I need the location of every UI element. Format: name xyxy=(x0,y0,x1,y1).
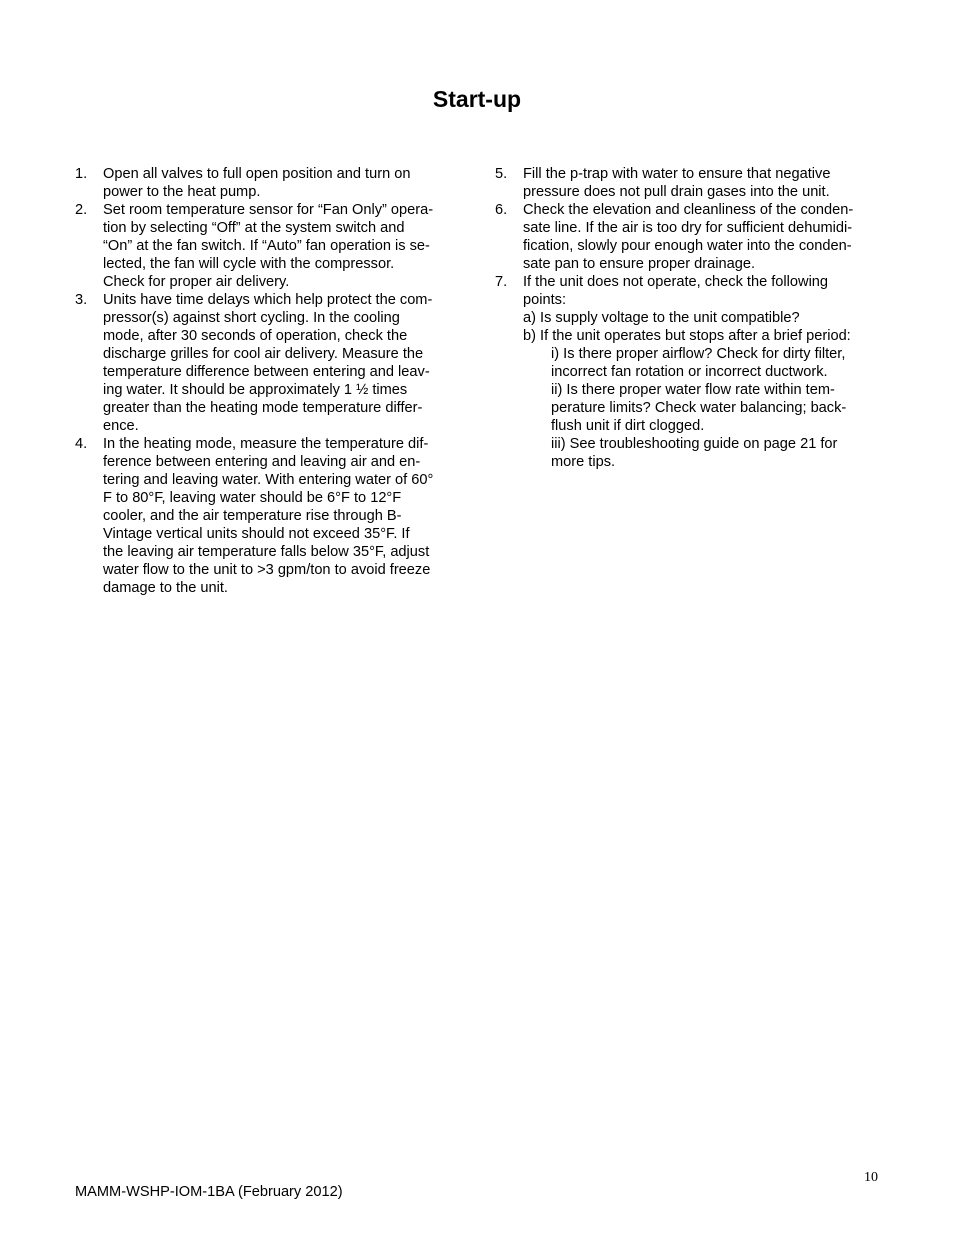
instructions-right-column xyxy=(495,165,885,471)
item-text-line: temperature difference between entering and leav- xyxy=(103,364,430,380)
item-text-line: ing water. It should be approximately 1 ½ times xyxy=(103,382,408,398)
item-text-line: damage to the unit. xyxy=(103,580,228,596)
item-number: 7. xyxy=(495,274,508,290)
item-number: 1. xyxy=(75,166,88,182)
item-text-line: “On” at the fan switch. If “Auto” fan operation is se- xyxy=(103,238,430,254)
item-text-line: Units have time delays which help protect the com- xyxy=(103,292,433,308)
item-text-line: Open all valves to full open position and turn on xyxy=(103,166,411,182)
item-text-line: greater than the heating mode temperature differ- xyxy=(103,400,423,416)
list-item xyxy=(75,291,463,435)
item-number: 3. xyxy=(75,292,88,308)
item-text-line: tion by selecting “Off” at the system switch and xyxy=(103,220,405,236)
sub-item-b-text-line: more tips. xyxy=(551,454,616,470)
list-item xyxy=(495,165,885,201)
item-text-line: Set room temperature sensor for “Fan Only” opera- xyxy=(103,202,434,218)
instructions-left-column xyxy=(75,165,463,597)
sub-item-b-text-line: iii) See troubleshooting guide on page 21 for xyxy=(551,436,838,452)
item-text-line: ference between entering and leaving air and en- xyxy=(103,454,421,470)
item-text-line: sate pan to ensure proper drainage. xyxy=(523,256,756,272)
item-text-line: pressure does not pull drain gases into the unit. xyxy=(523,184,830,200)
item-text-line: discharge grilles for cool air delivery. Measure the xyxy=(103,346,424,362)
sub-item-b-text-line: flush unit if dirt clogged. xyxy=(551,418,705,434)
item-text-line: In the heating mode, measure the temperature dif- xyxy=(103,436,429,452)
item-text-line: pressor(s) against short cycling. In the cooling xyxy=(103,310,400,326)
item-text-line: If the unit does not operate, check the following xyxy=(523,274,829,290)
sub-item-b-text-line: i) Is there proper airflow? Check for dirty filter, xyxy=(551,346,846,362)
item-text-line: points: xyxy=(523,292,566,308)
sub-item-a: a) Is supply voltage to the unit compatible? xyxy=(523,310,800,326)
item-text-line: Vintage vertical units should not exceed 35°F. If xyxy=(103,526,410,542)
list-item xyxy=(75,435,463,597)
item-number: 2. xyxy=(75,202,88,218)
list-item xyxy=(495,273,885,471)
sub-item-b: b) If the unit operates but stops after a brief period: xyxy=(523,328,851,344)
item-text-line: sate line. If the air is too dry for sufficient dehumidi- xyxy=(523,220,853,236)
page-title: Start-up xyxy=(432,86,522,112)
document-footer: MAMM-WSHP-IOM-1BA (February 2012) xyxy=(75,1184,343,1200)
list-item xyxy=(75,165,463,201)
item-text-line: ence. xyxy=(103,418,139,434)
item-text-line: F to 80°F, leaving water should be 6°F to 12°F xyxy=(103,490,402,506)
sub-item-b-text-line: perature limits? Check water balancing; back- xyxy=(551,400,847,416)
item-number: 6. xyxy=(495,202,508,218)
page-number: 10 xyxy=(864,1170,878,1185)
item-text-line: Check for proper air delivery. xyxy=(103,274,290,290)
item-text-line: cooler, and the air temperature rise through B- xyxy=(103,508,402,524)
item-text-line: mode, after 30 seconds of operation, check the xyxy=(103,328,408,344)
sub-item-b-text-line: incorrect fan rotation or incorrect ductwork. xyxy=(551,364,828,380)
item-text-line: tering and leaving water. With entering water of 60° xyxy=(103,472,434,488)
item-number: 5. xyxy=(495,166,508,182)
item-text-line: water flow to the unit to >3 gpm/ton to avoid freeze xyxy=(103,562,431,578)
item-text-line: lected, the fan will cycle with the compressor. xyxy=(103,256,395,272)
item-number: 4. xyxy=(75,436,88,452)
item-text-line: the leaving air temperature falls below 35°F, adjust xyxy=(103,544,430,560)
item-text-line: fication, slowly pour enough water into the conden- xyxy=(523,238,852,254)
item-text-line: Fill the p-trap with water to ensure that negative xyxy=(523,166,831,182)
item-text-line: power to the heat pump. xyxy=(103,184,261,200)
sub-item-b-text-line: ii) Is there proper water flow rate within tem- xyxy=(551,382,835,398)
list-item xyxy=(75,201,463,291)
list-item xyxy=(495,201,885,273)
item-text-line: Check the elevation and cleanliness of the conden- xyxy=(523,202,854,218)
